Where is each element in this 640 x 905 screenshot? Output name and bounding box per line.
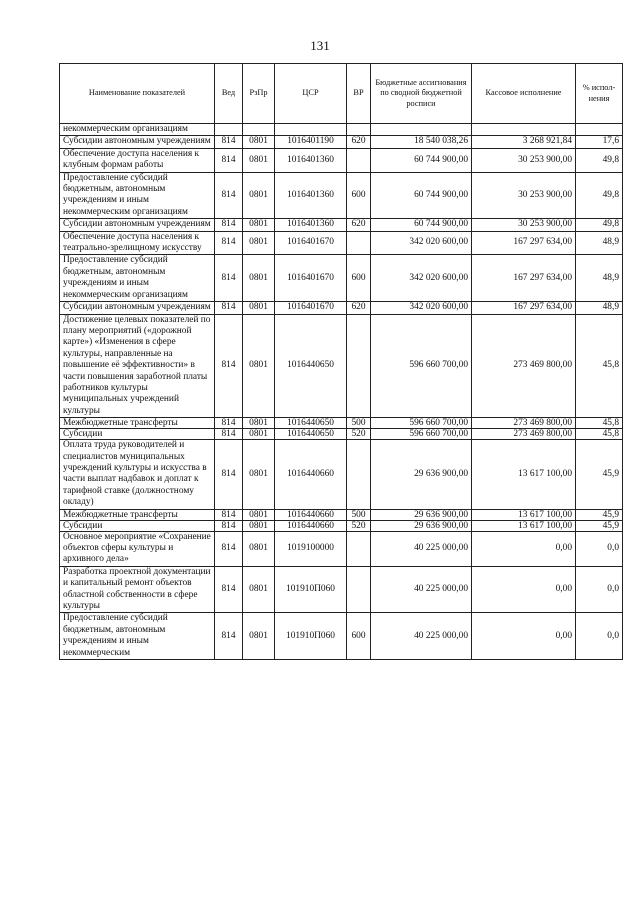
cell-percent: 0,0 bbox=[576, 566, 623, 613]
cell-budget: 40 225 000,00 bbox=[371, 531, 472, 566]
header-budget: Бюджетные ассигнования по сводной бюджетной росписи bbox=[371, 64, 472, 124]
cell-name: Предоставление субсидий бюджетным, автономным учреждениям и иным некоммерческим bbox=[60, 613, 215, 660]
cell-name: Межбюджетные трансферты bbox=[60, 418, 215, 429]
cell-budget: 596 660 700,00 bbox=[371, 429, 472, 440]
cell-name: Разработка проектной документации и капитальный ремонт объектов областной собственности в сфере культуры bbox=[60, 566, 215, 613]
cell-cash: 0,00 bbox=[472, 613, 576, 660]
cell-csr: 1016440650 bbox=[275, 418, 347, 429]
cell-percent: 0,0 bbox=[576, 613, 623, 660]
table-body bbox=[60, 124, 623, 660]
cell-csr: 101910П060 bbox=[275, 613, 347, 660]
cell-percent: 45,9 bbox=[576, 520, 623, 531]
table-row bbox=[60, 314, 623, 418]
table-row bbox=[60, 231, 623, 255]
cell-vr: 600 bbox=[347, 172, 371, 219]
cell-ved: 814 bbox=[215, 531, 243, 566]
cell-budget: 29 636 900,00 bbox=[371, 520, 472, 531]
cell-ved: 814 bbox=[215, 136, 243, 148]
cell-cash: 0,00 bbox=[472, 531, 576, 566]
cell-cash: 273 469 800,00 bbox=[472, 418, 576, 429]
cell-ved: 814 bbox=[215, 566, 243, 613]
cell-vr: 600 bbox=[347, 255, 371, 302]
cell-budget: 596 660 700,00 bbox=[371, 314, 472, 418]
cell-csr: 1016401360 bbox=[275, 148, 347, 172]
cell-ved: 814 bbox=[215, 314, 243, 418]
cell-percent: 49,8 bbox=[576, 172, 623, 219]
cell-ved: 814 bbox=[215, 509, 243, 520]
cell-csr: 1016440650 bbox=[275, 429, 347, 440]
cell-vr: 520 bbox=[347, 429, 371, 440]
cell-name: Достижение целевых показателей по плану мероприятий («дорожной карте») «Изменения в сфере культуры, направленные на повышение её эффективности» в части повышения заработной платы работников культуры муниципальных учреждений культуры bbox=[60, 314, 215, 418]
cell-ved: 814 bbox=[215, 429, 243, 440]
cell-ved: 814 bbox=[215, 172, 243, 219]
cell-rzpr: 0801 bbox=[243, 302, 275, 314]
table-row bbox=[60, 531, 623, 566]
budget-execution-table bbox=[59, 63, 623, 660]
header-vr: ВР bbox=[347, 64, 371, 124]
cell-ved: 814 bbox=[215, 520, 243, 531]
cell-ved bbox=[215, 124, 243, 136]
cell-cash: 167 297 634,00 bbox=[472, 255, 576, 302]
table-row bbox=[60, 255, 623, 302]
cell-percent: 48,9 bbox=[576, 302, 623, 314]
table-row bbox=[60, 219, 623, 231]
cell-percent: 49,8 bbox=[576, 219, 623, 231]
cell-ved: 814 bbox=[215, 440, 243, 509]
cell-csr bbox=[275, 124, 347, 136]
cell-csr: 1016440660 bbox=[275, 520, 347, 531]
cell-csr: 1016440660 bbox=[275, 509, 347, 520]
cell-vr bbox=[347, 148, 371, 172]
cell-cash: 167 297 634,00 bbox=[472, 231, 576, 255]
cell-percent bbox=[576, 124, 623, 136]
cell-cash: 13 617 100,00 bbox=[472, 440, 576, 509]
header-percent: % испол-нения bbox=[576, 64, 623, 124]
cell-budget: 342 020 600,00 bbox=[371, 231, 472, 255]
cell-cash: 30 253 900,00 bbox=[472, 148, 576, 172]
cell-vr: 620 bbox=[347, 136, 371, 148]
cell-ved: 814 bbox=[215, 302, 243, 314]
cell-name: некоммерческим организациям bbox=[60, 124, 215, 136]
table-row bbox=[60, 566, 623, 613]
cell-budget bbox=[371, 124, 472, 136]
table-row bbox=[60, 440, 623, 509]
cell-budget: 60 744 900,00 bbox=[371, 148, 472, 172]
cell-budget: 60 744 900,00 bbox=[371, 219, 472, 231]
table-row bbox=[60, 302, 623, 314]
cell-rzpr: 0801 bbox=[243, 219, 275, 231]
cell-rzpr: 0801 bbox=[243, 136, 275, 148]
cell-csr: 1016440650 bbox=[275, 314, 347, 418]
page-number: 131 bbox=[310, 38, 330, 53]
cell-budget: 40 225 000,00 bbox=[371, 613, 472, 660]
cell-name: Субсидии автономным учреждениям bbox=[60, 136, 215, 148]
cell-csr: 1019100000 bbox=[275, 531, 347, 566]
cell-name: Субсидии bbox=[60, 429, 215, 440]
cell-percent: 17,6 bbox=[576, 136, 623, 148]
cell-rzpr: 0801 bbox=[243, 231, 275, 255]
table-row bbox=[60, 520, 623, 531]
cell-percent: 0,0 bbox=[576, 531, 623, 566]
cell-cash bbox=[472, 124, 576, 136]
cell-budget: 18 540 038,26 bbox=[371, 136, 472, 148]
cell-rzpr: 0801 bbox=[243, 418, 275, 429]
cell-rzpr: 0801 bbox=[243, 531, 275, 566]
cell-percent: 48,9 bbox=[576, 231, 623, 255]
cell-budget: 40 225 000,00 bbox=[371, 566, 472, 613]
cell-cash: 167 297 634,00 bbox=[472, 302, 576, 314]
cell-cash: 3 268 921,84 bbox=[472, 136, 576, 148]
table-row bbox=[60, 418, 623, 429]
cell-rzpr: 0801 bbox=[243, 440, 275, 509]
cell-cash: 30 253 900,00 bbox=[472, 219, 576, 231]
cell-percent: 45,9 bbox=[576, 440, 623, 509]
cell-percent: 45,8 bbox=[576, 314, 623, 418]
header-name: Наименование показателей bbox=[60, 64, 215, 124]
cell-rzpr: 0801 bbox=[243, 566, 275, 613]
table-row bbox=[60, 148, 623, 172]
cell-vr bbox=[347, 124, 371, 136]
cell-cash: 273 469 800,00 bbox=[472, 314, 576, 418]
cell-rzpr bbox=[243, 124, 275, 136]
cell-csr: 1016401360 bbox=[275, 172, 347, 219]
cell-ved: 814 bbox=[215, 418, 243, 429]
table-row bbox=[60, 124, 623, 136]
cell-rzpr: 0801 bbox=[243, 429, 275, 440]
cell-ved: 814 bbox=[215, 231, 243, 255]
cell-rzpr: 0801 bbox=[243, 520, 275, 531]
header-ved: Вед bbox=[215, 64, 243, 124]
cell-ved: 814 bbox=[215, 255, 243, 302]
header-cash: Кассовое исполнение bbox=[472, 64, 576, 124]
table-header-row bbox=[60, 64, 623, 124]
cell-csr: 1016401190 bbox=[275, 136, 347, 148]
cell-name: Межбюджетные трансферты bbox=[60, 509, 215, 520]
cell-name: Субсидии автономным учреждениям bbox=[60, 219, 215, 231]
cell-csr: 1016401360 bbox=[275, 219, 347, 231]
cell-rzpr: 0801 bbox=[243, 509, 275, 520]
cell-name: Предоставление субсидий бюджетным, автономным учреждениям и иным некоммерческим организациям bbox=[60, 255, 215, 302]
cell-csr: 1016440660 bbox=[275, 440, 347, 509]
cell-cash: 13 617 100,00 bbox=[472, 509, 576, 520]
cell-ved: 814 bbox=[215, 148, 243, 172]
cell-vr: 500 bbox=[347, 509, 371, 520]
table-row bbox=[60, 613, 623, 660]
table-row bbox=[60, 136, 623, 148]
cell-percent: 48,9 bbox=[576, 255, 623, 302]
table-row bbox=[60, 429, 623, 440]
cell-budget: 29 636 900,00 bbox=[371, 509, 472, 520]
cell-name: Предоставление субсидий бюджетным, автономным учреждениям и иным некоммерческим организациям bbox=[60, 172, 215, 219]
cell-csr: 1016401670 bbox=[275, 255, 347, 302]
cell-percent: 45,8 bbox=[576, 429, 623, 440]
cell-percent: 45,8 bbox=[576, 418, 623, 429]
cell-budget: 60 744 900,00 bbox=[371, 172, 472, 219]
cell-csr: 101910П060 bbox=[275, 566, 347, 613]
cell-rzpr: 0801 bbox=[243, 255, 275, 302]
cell-vr: 620 bbox=[347, 219, 371, 231]
cell-name: Субсидии bbox=[60, 520, 215, 531]
cell-vr: 500 bbox=[347, 418, 371, 429]
cell-vr: 600 bbox=[347, 613, 371, 660]
cell-vr: 620 bbox=[347, 302, 371, 314]
cell-csr: 1016401670 bbox=[275, 302, 347, 314]
table-row bbox=[60, 509, 623, 520]
table-row bbox=[60, 172, 623, 219]
cell-rzpr: 0801 bbox=[243, 314, 275, 418]
cell-rzpr: 0801 bbox=[243, 172, 275, 219]
cell-name: Оплата труда руководителей и специалистов муниципальных учреждений культуры и искусства в части выплат надбавок и доплат к тарифной ставке (должностному окладу) bbox=[60, 440, 215, 509]
header-csr: ЦСР bbox=[275, 64, 347, 124]
cell-budget: 342 020 600,00 bbox=[371, 255, 472, 302]
header-rzpr: РзПр bbox=[243, 64, 275, 124]
cell-vr bbox=[347, 440, 371, 509]
cell-vr bbox=[347, 566, 371, 613]
cell-cash: 13 617 100,00 bbox=[472, 520, 576, 531]
cell-percent: 49,8 bbox=[576, 148, 623, 172]
cell-name: Основное мероприятие «Сохранение объектов сферы культуры и архивного дела» bbox=[60, 531, 215, 566]
cell-name: Субсидии автономным учреждениям bbox=[60, 302, 215, 314]
cell-budget: 596 660 700,00 bbox=[371, 418, 472, 429]
cell-budget: 342 020 600,00 bbox=[371, 302, 472, 314]
cell-vr: 520 bbox=[347, 520, 371, 531]
cell-cash: 273 469 800,00 bbox=[472, 429, 576, 440]
cell-rzpr: 0801 bbox=[243, 148, 275, 172]
cell-name: Обеспечение доступа населения к клубным формам работы bbox=[60, 148, 215, 172]
cell-vr bbox=[347, 314, 371, 418]
cell-ved: 814 bbox=[215, 219, 243, 231]
cell-cash: 30 253 900,00 bbox=[472, 172, 576, 219]
cell-vr bbox=[347, 231, 371, 255]
cell-budget: 29 636 900,00 bbox=[371, 440, 472, 509]
cell-rzpr: 0801 bbox=[243, 613, 275, 660]
cell-vr bbox=[347, 531, 371, 566]
cell-cash: 0,00 bbox=[472, 566, 576, 613]
cell-name: Обеспечение доступа населения к театрально-зрелищному искусству bbox=[60, 231, 215, 255]
cell-csr: 1016401670 bbox=[275, 231, 347, 255]
cell-ved: 814 bbox=[215, 613, 243, 660]
cell-percent: 45,9 bbox=[576, 509, 623, 520]
